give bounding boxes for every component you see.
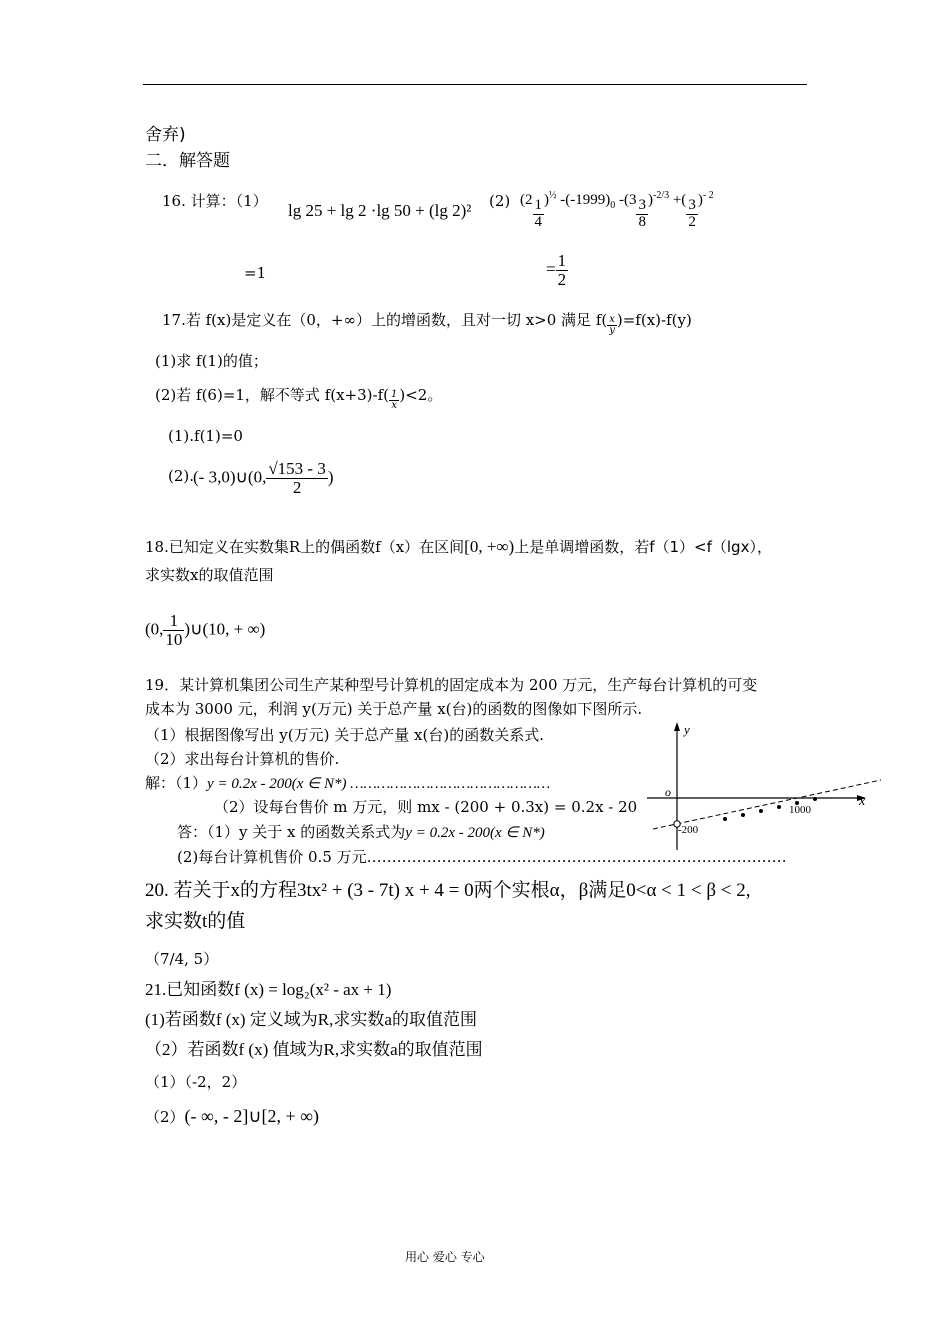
q19-solution1: 解：（1）y = 0.2x - 200(x ∈ N*) ……………………………………… [145,774,551,792]
continued-text: 舍弃) [145,125,186,145]
profit-line [653,780,881,829]
q17-answer2: (- 3,0)∪(0, $\frac{√153 - 3}{2}$ ) [193,459,334,497]
q16-part2-label: (2) [489,192,511,210]
q21-stem: 21.已知函数f (x) = log₂(x² - ax + 1) [145,980,392,999]
q16-answer1: =1 [244,264,267,282]
y-axis-label: y [684,722,690,737]
q18-answer: (0, $\frac{1}{10}$ )∪(10, + ∞) [145,611,266,649]
q17-part2: (2)若 f(6)=1，解不等式 f(x+3)-f( $\frac{1}{x}$ )<2。 [155,386,443,411]
q18-line2: 求实数x的取值范围 [145,566,274,584]
section-title: 二．解答题 [145,151,230,171]
q19-line2: 成本为 3000 元，利润 y(万元) 关于总产量 x(台)的函数的图像如下图所示. [145,700,643,718]
origin-label: o [665,785,671,799]
y-axis-arrow [674,722,680,731]
header-rule [143,84,807,85]
q19-line1: 19．某计算机集团公司生产某种型号计算机的固定成本为 200 万元，生产每台计算机的可变 [145,676,758,694]
profit-graph [645,718,890,856]
q19-answer1: 答：（1）y 关于 x 的函数关系式为y = 0.2x - 200(x ∈ N*) [177,823,545,841]
x-axis-label: x [859,794,866,809]
q19-part1: （1）根据图像写出 y(万元) 关于总产量 x(台)的函数关系式. [145,726,544,744]
q21-part1: (1)若函数f (x) 定义域为R,求实数a的取值范围 [145,1010,477,1029]
q17-part1: (1)求 f(1)的值； [155,352,268,370]
q17-answer2-label: (2). [168,467,195,485]
q21-answer1: （1）（-2，2） [145,1073,247,1091]
q20-answer: （7/4, 5） [145,950,219,968]
q16-expr2: (2 $\frac{1}{4}$ )$^{\frac{1}{2}}$ $-(-1999)_0$ -(3 $\frac{3}{8}$ )$^{-2/3}$ +( $\frac{3}{2}$ )$^{- 2}$ [520,190,714,230]
q20-line1: 20. 若关于x的方程3tx² + (3 - 7t) x + 4 = 0两个实根α，β满足0<α < 1 < β < 2, [145,880,751,901]
q21-part2: （2）若函数f (x) 值域为R,求实数a的取值范围 [145,1040,483,1059]
q17-stem: 17.若 f(x)是定义在（0，+∞）上的增函数，且对一切 x>0 满足 f( $\frac{x}{y}$ )=f(x)-f(y) [162,311,692,336]
q18-line1: 18.已知定义在实数集R上的偶函数f（x）在区间[0, +∞)上是单调增函数，若f（1）<f（lgx）， [145,537,772,556]
q16-expr1: lg 25 + lg 2 ·lg 50 + (lg 2)² [288,201,472,220]
q16-answer2: = $\frac{1}{2}$ [546,251,567,289]
y-tick-label: -200 [678,824,699,836]
q20-line2: 求实数t的值 [145,911,246,932]
q19-answer2: (2)每台计算机售价 0.5 万元………………………………………………………………………… [177,848,787,866]
q19-part2: （2）求出每台计算机的售价. [145,750,340,768]
page-footer: 用心 爱心 专心 [405,1250,485,1264]
q21-answer2: （2）(- ∞, - 2]∪[2, + ∞) [145,1106,320,1126]
x-tick-label: 1000 [789,804,811,816]
q16-label: 16. 计算：（1） [162,192,268,210]
q17-answer1: (1).f(1)=0 [168,427,243,445]
q19-solution2: （2）设每台售价 m 万元，则 mx - (200 + 0.3x) = 0.2x - 20 [214,798,638,816]
